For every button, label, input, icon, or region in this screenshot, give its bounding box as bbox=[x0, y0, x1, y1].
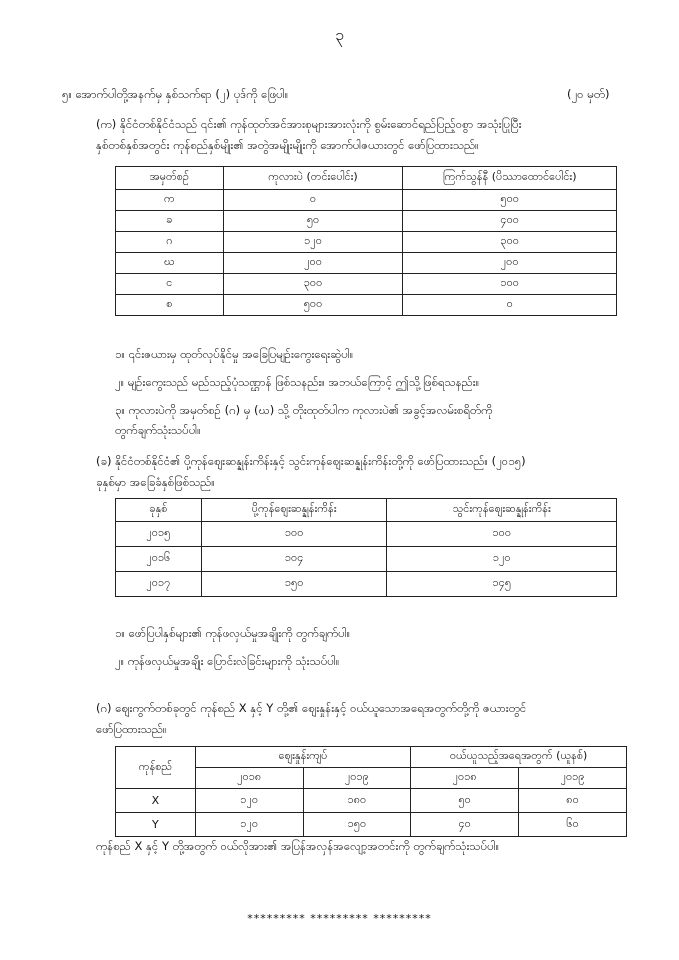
table-cell: ဂ bbox=[116, 232, 224, 253]
table-cell: ၁၂၀ bbox=[223, 232, 403, 253]
table-cell: ဃ bbox=[116, 253, 224, 274]
part-b-intro-line-2: ခုနှစ်မှာ အခြေခံနှစ်ဖြစ်သည်။ bbox=[96, 475, 215, 489]
table-year-cell: ၂၀၁၉ bbox=[519, 768, 627, 789]
part-b-question-1: ၁။ ဖော်ပြပါနှစ်များ၏ ကုန်ဖလှယ်မှုအချိုးကို တွက်ချက်ပါ။ bbox=[115, 626, 351, 640]
part-c-intro-line-1: (ဂ) ဈေးကွက်တစ်ခုတွင် ကုန်စည် X နှင့် Y တို့၏ ဈေးနှုန်းနှင့် ဝယ်ယူသောအရေအတွက်တို့ကို ဇယားတွင် bbox=[96, 701, 527, 715]
part-a-intro-line-2: နှစ်တစ်နှစ်အတွင်း ကုန်စည်နှစ်မျိုး၏ အတွဲအမျိုးမျိုးကို အောက်ပါဇယားတွင် ဖော်ပြထားသည်။ bbox=[96, 138, 479, 152]
table-header-cell: ကြက်သွန်နီ (ပိဿာထောင်ပေါင်း) bbox=[403, 167, 617, 190]
table-cell: ၁၂၀ bbox=[195, 813, 303, 837]
part-c-question: ကုန်စည် X နှင့် Y တို့အတွက် ဝယ်လိုအား၏ အပြန်အလှန်အလျော့အတင်းကို တွက်ချက်သုံးသပ်ပါ။ bbox=[96, 839, 500, 853]
table-cell: ၂၀၁၅ bbox=[116, 522, 202, 547]
table-cell: ၁၂၀ bbox=[387, 547, 617, 572]
table-cell: ၂၀၁၆ bbox=[116, 547, 202, 572]
part-b-intro-line-1: (ခ) နိုင်ငံတစ်နိုင်ငံ၏ ပို့ကုန်ဈေးဆန္နုန်းကိန်းနှင့် သွင်းကုန်ဈေးဆန္နုန်းကိန်းတို့ကို ဖော်ပြထားသည်။ (၂၀၁၅) bbox=[96, 454, 526, 468]
table-cell: ၀ bbox=[223, 190, 403, 211]
table-header-cell: သွင်းကုန်ဈေးဆန္နုန်းကိန်း bbox=[387, 499, 617, 522]
table-cell: X bbox=[116, 789, 196, 813]
table-year-cell: ၂၀၁၈ bbox=[195, 768, 303, 789]
table-cell: ၄၀၀ bbox=[403, 211, 617, 232]
table-cell: ၁၀၀ bbox=[201, 522, 387, 547]
table-row bbox=[116, 232, 617, 253]
part-a-question-3-cont: တွက်ချက်သုံးသပ်ပါ။ bbox=[115, 423, 201, 437]
footer-separator: ********* ********* ********* bbox=[247, 912, 432, 925]
table-year-cell: ၂၀၁၉ bbox=[303, 768, 411, 789]
part-a-question-1: ၁။ ၎င်းဇယားမှ ထုတ်လုပ်နိုင်မှု အခြေပြမျဉ်းကွေးရေးဆွဲပါ။ bbox=[115, 347, 354, 361]
table-cell: ၁၄၅ bbox=[387, 572, 617, 597]
table-cell: ၅၀၀ bbox=[223, 295, 403, 316]
table-header-cell: ပို့ကုန်ဈေးဆန္နုန်းကိန်း bbox=[201, 499, 387, 522]
table-cell: ၈၀ bbox=[519, 789, 627, 813]
table-cell: ၂၀၀ bbox=[223, 253, 403, 274]
table-cell: ၃၀၀ bbox=[403, 232, 617, 253]
table-cell: စ bbox=[116, 295, 224, 316]
table-cell: ၁၅၀ bbox=[201, 572, 387, 597]
table-row bbox=[116, 211, 617, 232]
table-cell: ၁၂၀ bbox=[195, 789, 303, 813]
table-cell: ၄၀ bbox=[411, 813, 519, 837]
table-cell: ၁၈၀ bbox=[303, 789, 411, 813]
part-b-table bbox=[115, 498, 617, 597]
question-title: ၅။ အောက်ပါတို့အနက်မှ နှစ်သက်ရာ (၂) ပုဒ်ကို ဖြေပါ။ bbox=[62, 87, 289, 101]
table-cell: င bbox=[116, 274, 224, 295]
table-row bbox=[116, 547, 617, 572]
page-number: ၃ bbox=[335, 25, 344, 44]
table-header-cell: ကုလားပဲ (တင်းပေါင်း) bbox=[223, 167, 403, 190]
table-cell: ခ bbox=[116, 211, 224, 232]
table-header-cell: ကုန်စည် bbox=[116, 747, 196, 789]
table-row bbox=[116, 295, 617, 316]
table-cell: ၂၀၁၇ bbox=[116, 572, 202, 597]
table-cell: ၁၀၀ bbox=[387, 522, 617, 547]
table-cell: ၅၀ bbox=[223, 211, 403, 232]
part-b-question-2: ၂။ ကုန်ဖလှယ်မှုအချိုး ပြောင်းလဲခြင်းများကို သုံးသပ်ပါ။ bbox=[115, 654, 340, 668]
table-header-cell: အမှတ်စဉ် bbox=[116, 167, 224, 190]
part-a-table bbox=[115, 166, 617, 316]
table-cell: ၅၀၀ bbox=[403, 190, 617, 211]
table-row bbox=[116, 253, 617, 274]
table-row bbox=[116, 789, 627, 813]
table-cell: Y bbox=[116, 813, 196, 837]
table-cell: ၅၀ bbox=[411, 789, 519, 813]
table-row bbox=[116, 190, 617, 211]
part-a-intro-line-1: (က) နိုင်ငံတစ်နိုင်ငံသည် ၎င်း၏ ကုန်ထုတ်အင်အားစုများအားလုံးကို စွမ်းဆောင်ရည်ပြည့်ဝစွာ အသုံးပြုပြီး bbox=[96, 117, 522, 131]
table-group-header: ဝယ်ယူသည့်အရေအတွက် (ယူနစ်) bbox=[411, 747, 627, 768]
part-a-question-2: ၂။ မျဉ်းကွေးသည် မည်သည့်ပုံသဏ္ဌာန် ဖြစ်သနည်း။ အဘယ်ကြောင့် ဤသို့ဖြစ်ရသနည်း။ bbox=[115, 375, 480, 389]
part-c-intro-line-2: ဖော်ပြထားသည်။ bbox=[96, 722, 167, 736]
table-cell: ၂၀၀ bbox=[403, 253, 617, 274]
table-header-cell: ခုနှစ် bbox=[116, 499, 202, 522]
table-row bbox=[116, 274, 617, 295]
table-cell: ၆၀ bbox=[519, 813, 627, 837]
part-c-table bbox=[115, 746, 627, 837]
table-year-cell: ၂၀၁၈ bbox=[411, 768, 519, 789]
part-a-question-3: ၃။ ကုလားပဲကို အမှတ်စဉ် (ဂ) မှ (ဃ) သို့ တိုးထုတ်ပါက ကုလားပဲ၏ အခွင့်အလမ်းစရိတ်ကို bbox=[115, 403, 493, 417]
table-cell: ၁၅၀ bbox=[303, 813, 411, 837]
question-marks: (၂၀ မှတ်) bbox=[567, 87, 610, 101]
table-row bbox=[116, 813, 627, 837]
table-cell: ၃၀၀ bbox=[223, 274, 403, 295]
table-cell: ၀ bbox=[403, 295, 617, 316]
table-row bbox=[116, 522, 617, 547]
table-group-header: ဈေးနှုန်းကျပ် bbox=[195, 747, 410, 768]
table-row bbox=[116, 572, 617, 597]
table-cell: ၁၀၄ bbox=[201, 547, 387, 572]
table-cell: ၁၀၀ bbox=[403, 274, 617, 295]
table-cell: က bbox=[116, 190, 224, 211]
